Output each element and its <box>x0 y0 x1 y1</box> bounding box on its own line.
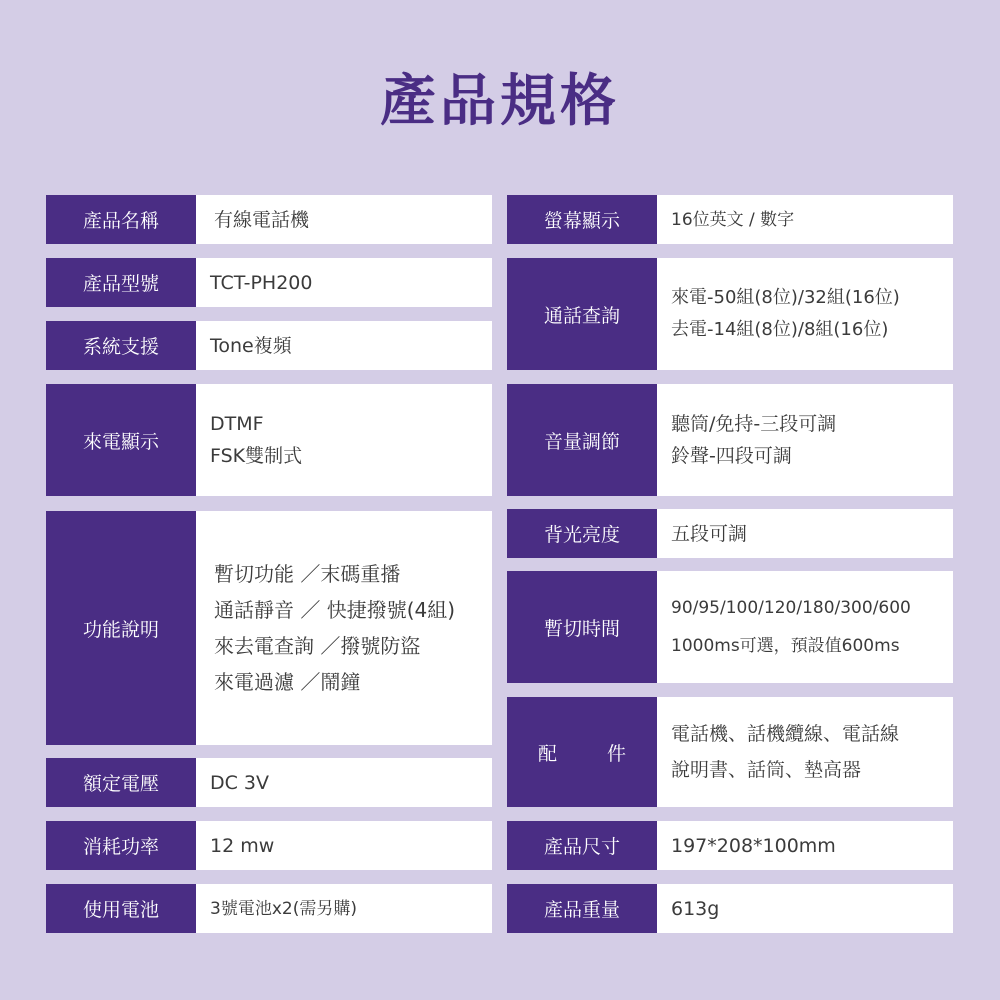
label-functions: 功能說明 <box>46 511 196 745</box>
value-line: 來電過濾 ／鬧鐘 <box>214 670 361 694</box>
value-line: FSK雙制式 <box>210 445 303 467</box>
value-text: 3號電池x2(需另購) <box>210 898 357 919</box>
value-line: 電話機、話機纜線、電話線 <box>671 723 900 745</box>
label-caller-id: 來電顯示 <box>46 384 196 496</box>
value-line: 來電-50組(8位)/32組(16位) <box>671 287 900 308</box>
value-caller-id <box>196 384 492 496</box>
label-system: 系統支援 <box>46 321 196 370</box>
label-call-log: 通話查詢 <box>507 258 657 370</box>
value-line: 1000ms可選，預設值600ms <box>671 636 900 656</box>
value-volume <box>657 384 953 496</box>
value-line: DTMF <box>210 413 264 435</box>
label-model: 產品型號 <box>46 258 196 307</box>
label-weight: 產品重量 <box>507 884 657 933</box>
value-flash-time <box>657 571 953 683</box>
value-power <box>196 821 492 870</box>
label-power: 消耗功率 <box>46 821 196 870</box>
value-size <box>657 821 953 870</box>
value-text: 613g <box>671 897 720 920</box>
value-text: TCT-PH200 <box>210 271 313 294</box>
value-functions <box>196 511 492 745</box>
label-volume: 音量調節 <box>507 384 657 496</box>
value-battery <box>196 884 492 933</box>
value-line: 鈴聲-四段可調 <box>671 445 792 467</box>
value-text: 有線電話機 <box>214 208 310 231</box>
value-backlight <box>657 509 953 558</box>
value-line: 來去電查詢 ／撥號防盜 <box>214 634 421 658</box>
label-accessories: 配 件 <box>507 697 657 807</box>
page-title: 產品規格 <box>380 69 620 134</box>
label-flash-time: 暫切時間 <box>507 571 657 683</box>
value-line: 去電-14組(8位)/8組(16位) <box>671 319 889 340</box>
value-line: 聽筒/免持-三段可調 <box>671 413 837 435</box>
value-line: 暫切功能 ／末碼重播 <box>214 562 401 586</box>
value-line: 90/95/100/120/180/300/600 <box>671 598 911 618</box>
value-text: 五段可調 <box>671 522 748 545</box>
label-display: 螢幕顯示 <box>507 195 657 244</box>
value-weight <box>657 884 953 933</box>
value-call-log <box>657 258 953 370</box>
value-text: DC 3V <box>210 771 270 794</box>
value-product-name <box>196 195 492 244</box>
value-line: 通話靜音 ／ 快捷撥號(4組) <box>214 598 456 622</box>
label-product-name: 產品名稱 <box>46 195 196 244</box>
value-line: 說明書、話筒、墊高器 <box>671 759 862 781</box>
value-accessories <box>657 697 953 807</box>
value-system <box>196 321 492 370</box>
value-text: 197*208*100mm <box>671 834 836 857</box>
value-display <box>657 195 953 244</box>
label-size: 產品尺寸 <box>507 821 657 870</box>
value-text: 16位英文 / 數字 <box>671 209 795 230</box>
value-voltage <box>196 758 492 807</box>
label-voltage: 額定電壓 <box>46 758 196 807</box>
value-text: 12 mw <box>210 834 275 857</box>
label-battery: 使用電池 <box>46 884 196 933</box>
value-text: Tone複頻 <box>210 334 292 357</box>
value-model <box>196 258 492 307</box>
label-backlight: 背光亮度 <box>507 509 657 558</box>
